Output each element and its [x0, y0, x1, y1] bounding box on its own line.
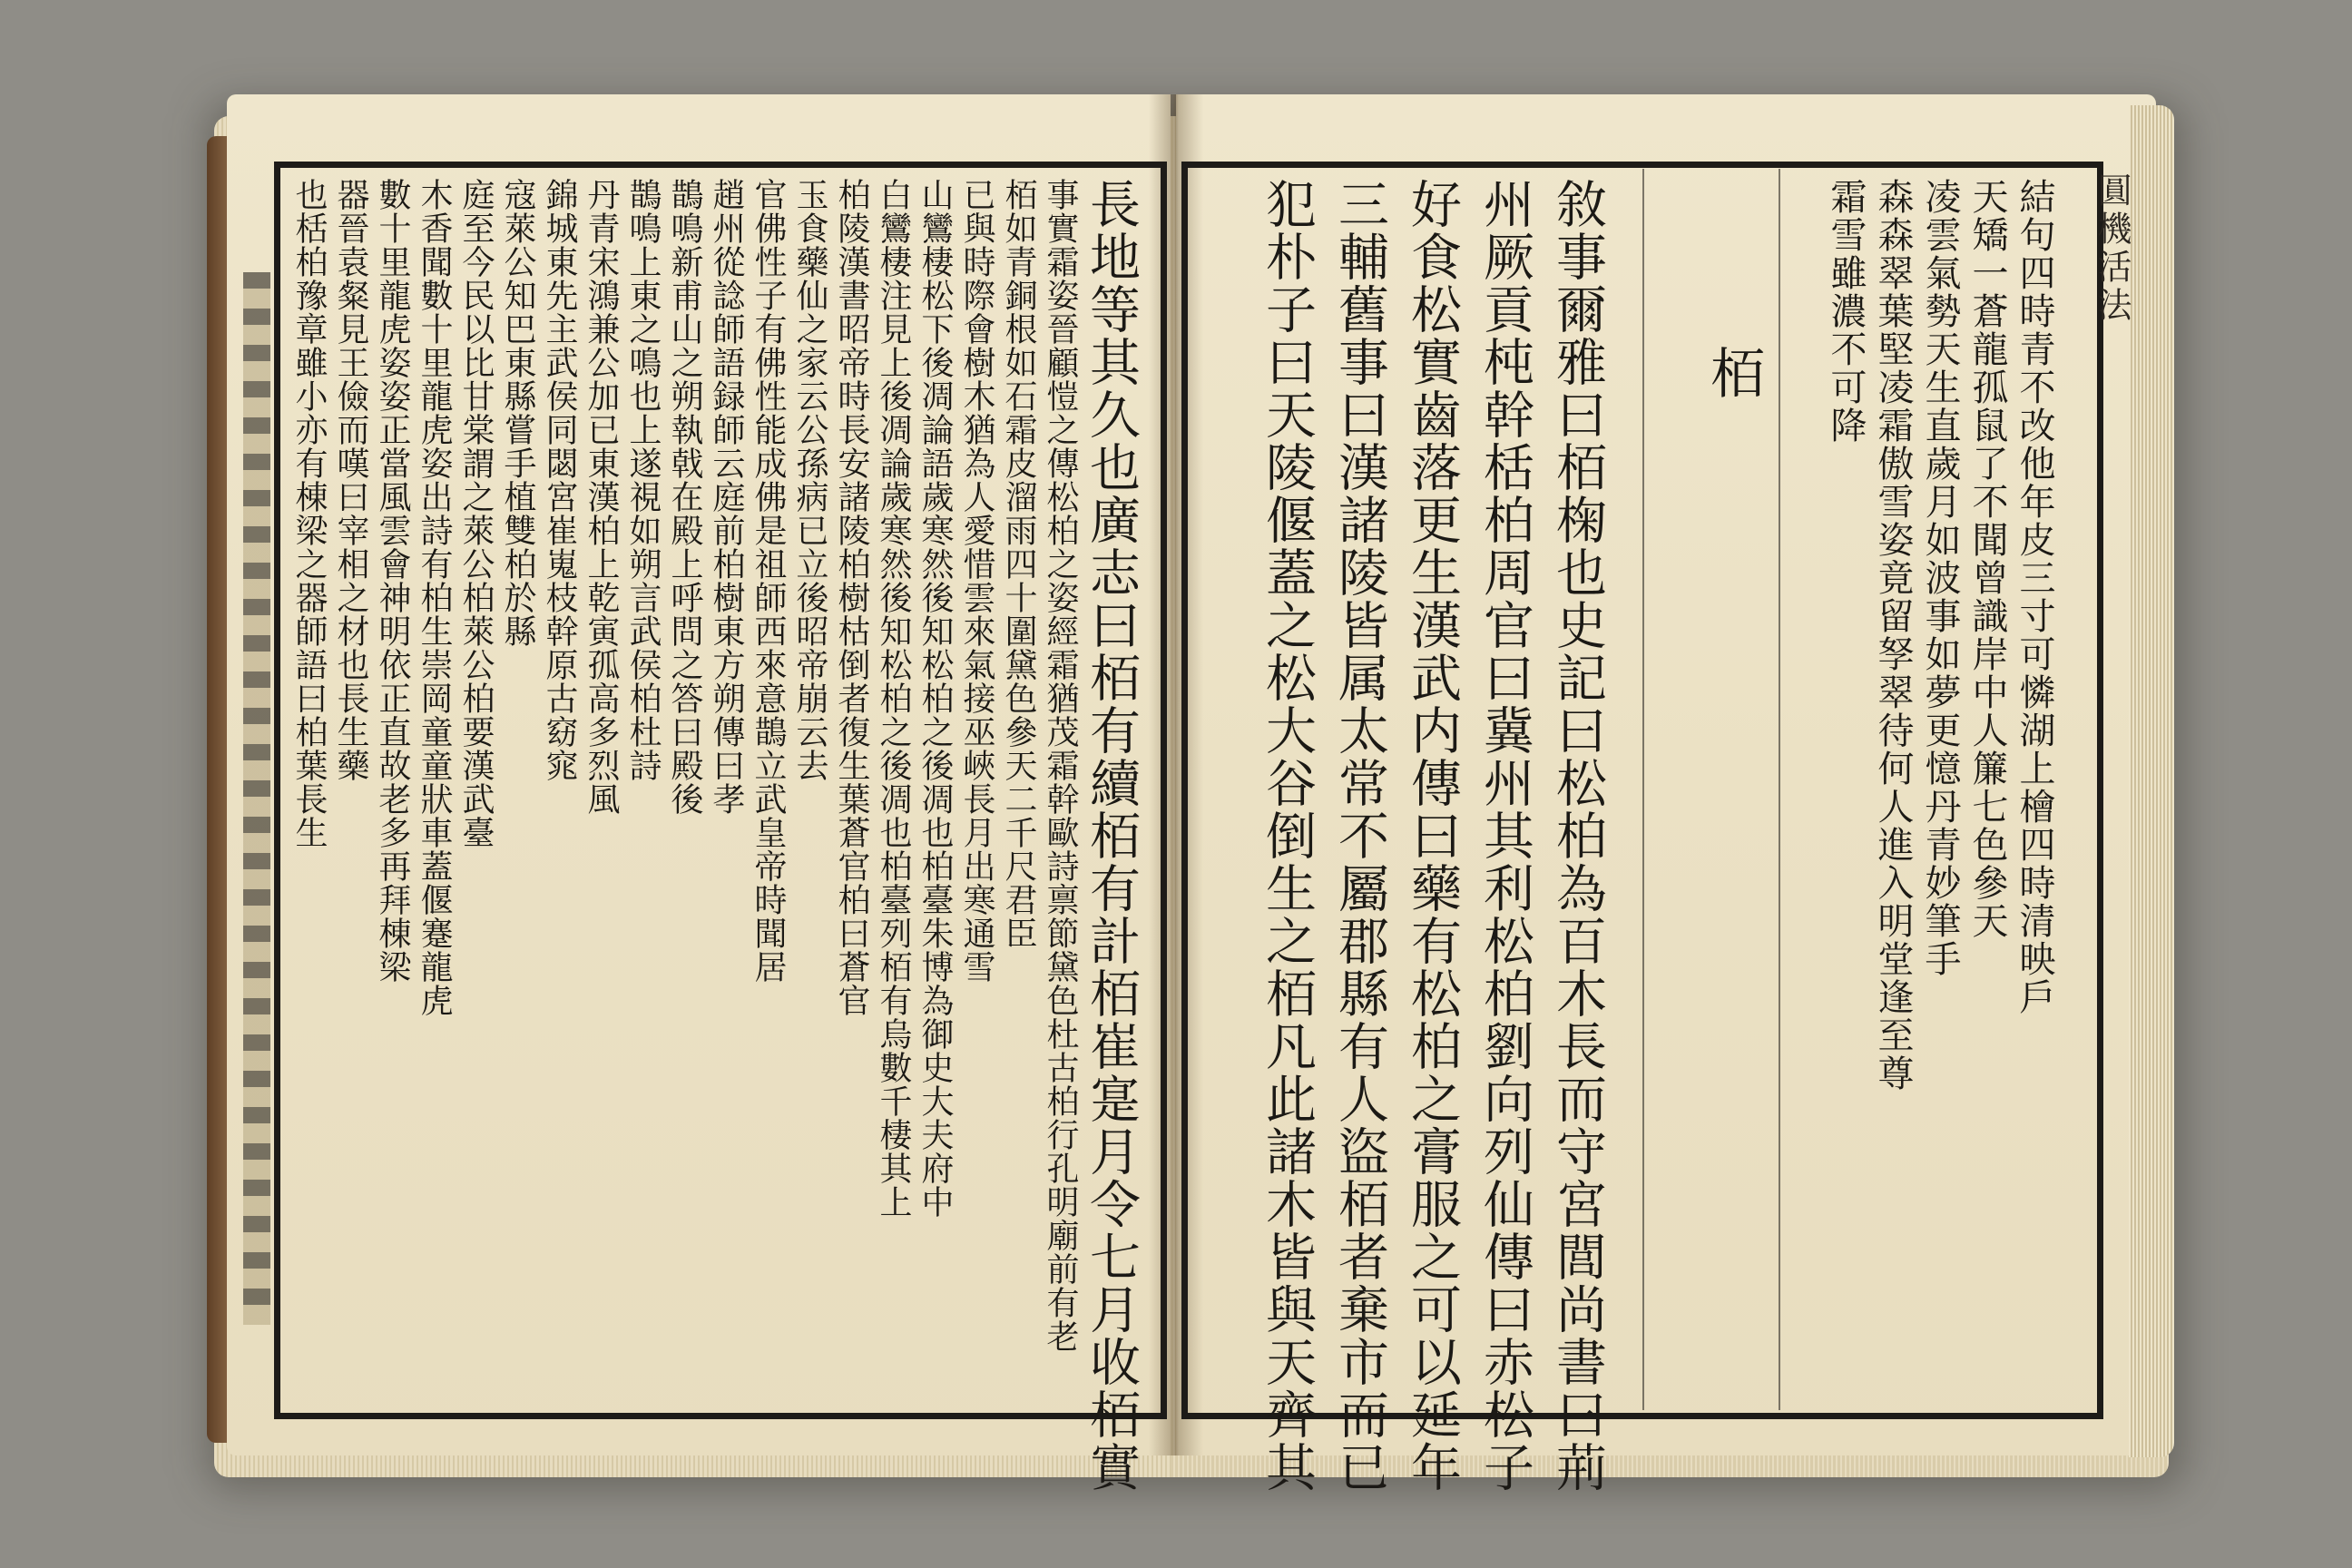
- column-divider: [1642, 169, 1644, 1410]
- right-column-5: 霜雪雖濃不可降: [1825, 178, 1867, 445]
- left-column-1: 長地等其久也廣志曰栢有續栢有計栢崔寔月令七月收栢實: [1082, 178, 1141, 1494]
- left-column-8: 玉食藥仙之家云公孫病已立後昭帝崩云去: [791, 178, 828, 782]
- left-column-3: 栢如青銅根如石霜皮溜雨四十圍黛色參天二千尺君臣: [1000, 178, 1037, 950]
- right-column-9: 三輔舊事曰漢諸陵皆属太常不屬郡縣有人盜栢者棄市而已: [1330, 178, 1389, 1494]
- left-column-9: 官佛性子有佛性能成佛是祖師西來意鵲立武皇帝時聞居: [750, 178, 787, 984]
- left-column-16: 庭至今民以比甘棠謂之萊公柏萊公柏要漢武臺: [457, 178, 495, 849]
- left-column-7: 柏陵漢書昭帝時長安諸陵柏樹枯倒者復生葉蒼官柏曰蒼官: [833, 178, 870, 1017]
- right-column-4: 森森翠葉堅凌霜傲雪姿竟留孥翠待何人進入明堂逢至尊: [1872, 178, 1914, 1093]
- left-column-2: 事實霜姿晉顧愷之傳松柏之姿經霜猶茂霜幹歐詩禀節黛色杜古柏行孔明廟前有老: [1042, 178, 1079, 1353]
- right-column-3: 凌雲氣勢天生直歲月如波事如夢更憶丹青妙筆手: [1919, 178, 1961, 978]
- right-heading: 栢: [1701, 345, 1765, 401]
- right-column-10: 犯朴子曰天陵偃蓋之松大谷倒生之栢凡此諸木皆與天齊其: [1258, 178, 1317, 1494]
- left-column-19: 器晉袁粲見王儉而嘆曰宰相之材也長生藥: [332, 178, 369, 782]
- right-column-6: 敘事爾雅曰栢椈也史記曰松柏為百木長而守宮閭尚書曰荊: [1548, 178, 1607, 1494]
- left-column-10: 趙州從諗師語録師云庭前柏樹東方朔傳曰孝: [708, 178, 745, 816]
- right-column-8: 好食松實齒落更生漢武内傳曰藥有松柏之膏服之可以延年: [1403, 178, 1462, 1494]
- left-column-14: 錦城東先主武侯同閟宮崔嵬枝幹原古窈窕: [541, 178, 578, 782]
- edge-title: 圓機活法: [2092, 172, 2132, 325]
- left-column-20: 也栝柏豫章雖小亦有棟梁之器師語曰柏葉長生: [290, 178, 328, 849]
- left-column-12: 鵲鳴上東之鳴也上遂視如朔言武侯柏杜詩: [624, 178, 662, 782]
- left-column-6: 白鸞棲注見上後凋論歲寒然後知松柏之後凋也柏臺列栢有烏數千棲其上: [875, 178, 912, 1219]
- left-column-4: 已與時際會樹木猶為人愛惜雲來氣接巫峽長月出寒通雪: [958, 178, 995, 984]
- left-column-11: 鵲鳴新甫山之朔執戟在殿上呼問之答曰殿後: [666, 178, 703, 816]
- column-divider: [1779, 169, 1780, 1410]
- right-column-2: 天矯一蒼龍孤鼠了不聞曾識岸中人簾七色參天: [1966, 178, 2008, 940]
- left-column-13: 丹青宋鴻兼公加已東漢柏上乾寅孤高多烈風: [583, 178, 620, 816]
- left-column-17: 木香聞數十里龍虎姿出詩有柏生崇岡童童狀車蓋偃蹇龍虎: [416, 178, 453, 1017]
- right-column-1: 結句四時青不改他年皮三寸可憐湖上檜四時清映戶: [2014, 178, 2055, 1016]
- left-edge-marks: [243, 272, 270, 1325]
- left-column-5: 山鸞棲松下後凋論語歲寒然後知松柏之後凋也柏臺朱博為御史大夫府中: [916, 178, 954, 1219]
- left-column-15: 寇萊公知巴東縣嘗手植雙柏於縣: [499, 178, 536, 648]
- right-column-7: 州厥貢杶幹栝柏周官曰冀州其利松柏劉向列仙傳曰赤松子: [1475, 178, 1534, 1494]
- left-column-18: 數十里龍虎姿姿正當風雲會神明依正直故老多再拜棟梁: [374, 178, 411, 984]
